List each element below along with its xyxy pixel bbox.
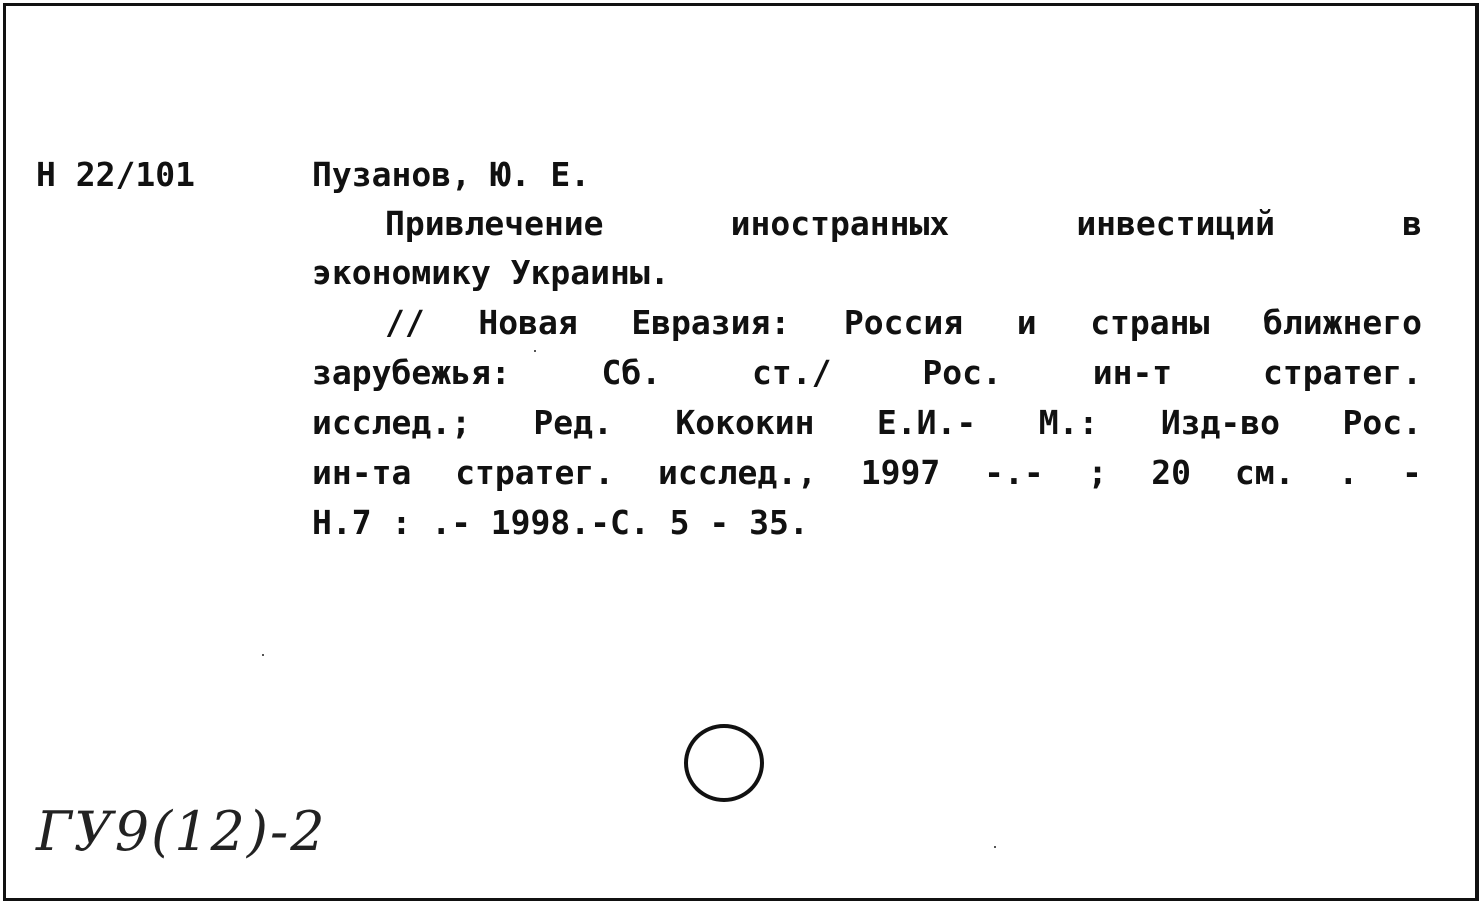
title-word: иностранных [730,204,950,243]
scan-speck [994,846,996,848]
source-word: - [1402,453,1422,492]
source-word: 20 [1151,453,1192,492]
shelf-mark: Н 22/101 [36,155,195,194]
source-word: ст./ [752,353,832,392]
source-word: зарубежья: [312,353,511,392]
title-word: в [1402,204,1422,243]
title-word: инвестиций [1076,204,1275,243]
source-word: . [1338,453,1359,492]
source-word: Е.И.- [876,403,977,442]
source-word: ; [1087,453,1108,492]
source-word: Кококин [675,403,815,442]
source-word: -.- [984,453,1044,492]
source-word: Рос. [922,353,1002,392]
author: Пузанов, Ю. Е. [312,155,591,194]
source-word: стратег. [455,453,615,492]
source-word: страны [1090,303,1210,342]
source-word: Россия [843,303,964,342]
source-word: ин-т [1092,353,1173,392]
source-word: исслед.; [312,403,471,442]
source-word: исслед., [657,453,817,492]
source-word: Сб. [601,353,662,392]
source-word: М.: [1038,403,1099,442]
source-word: стратег. [1263,353,1422,392]
source-word: ин-та [312,453,412,492]
title-line-2: экономику Украины. [312,253,670,292]
source-word: Рос. [1342,403,1422,442]
source-word: Новая [478,303,578,342]
source-line-5: Н.7 : .- 1998.-С. 5 - 35. [312,503,809,542]
source-word: Ред. [533,403,613,442]
scan-speck [534,350,536,352]
handwritten-classification-code: ГУ9(12)-2 [36,800,327,863]
source-word: см. [1234,453,1295,492]
source-word: и [1016,303,1037,342]
source-line-4 [312,453,1422,492]
title-line-1 [385,204,1422,243]
source-word: // [385,303,425,342]
source-word: Евразия: [631,303,791,342]
source-line-3 [312,403,1422,442]
source-word: Изд-во [1160,403,1281,442]
source-word: 1997 [860,453,941,492]
source-word: ближнего [1263,303,1422,342]
punch-hole-circle [684,724,764,802]
scan-speck [262,654,264,656]
title-word: Привлечение [385,204,604,243]
source-line-2 [312,353,1422,392]
source-line-1 [385,303,1422,342]
